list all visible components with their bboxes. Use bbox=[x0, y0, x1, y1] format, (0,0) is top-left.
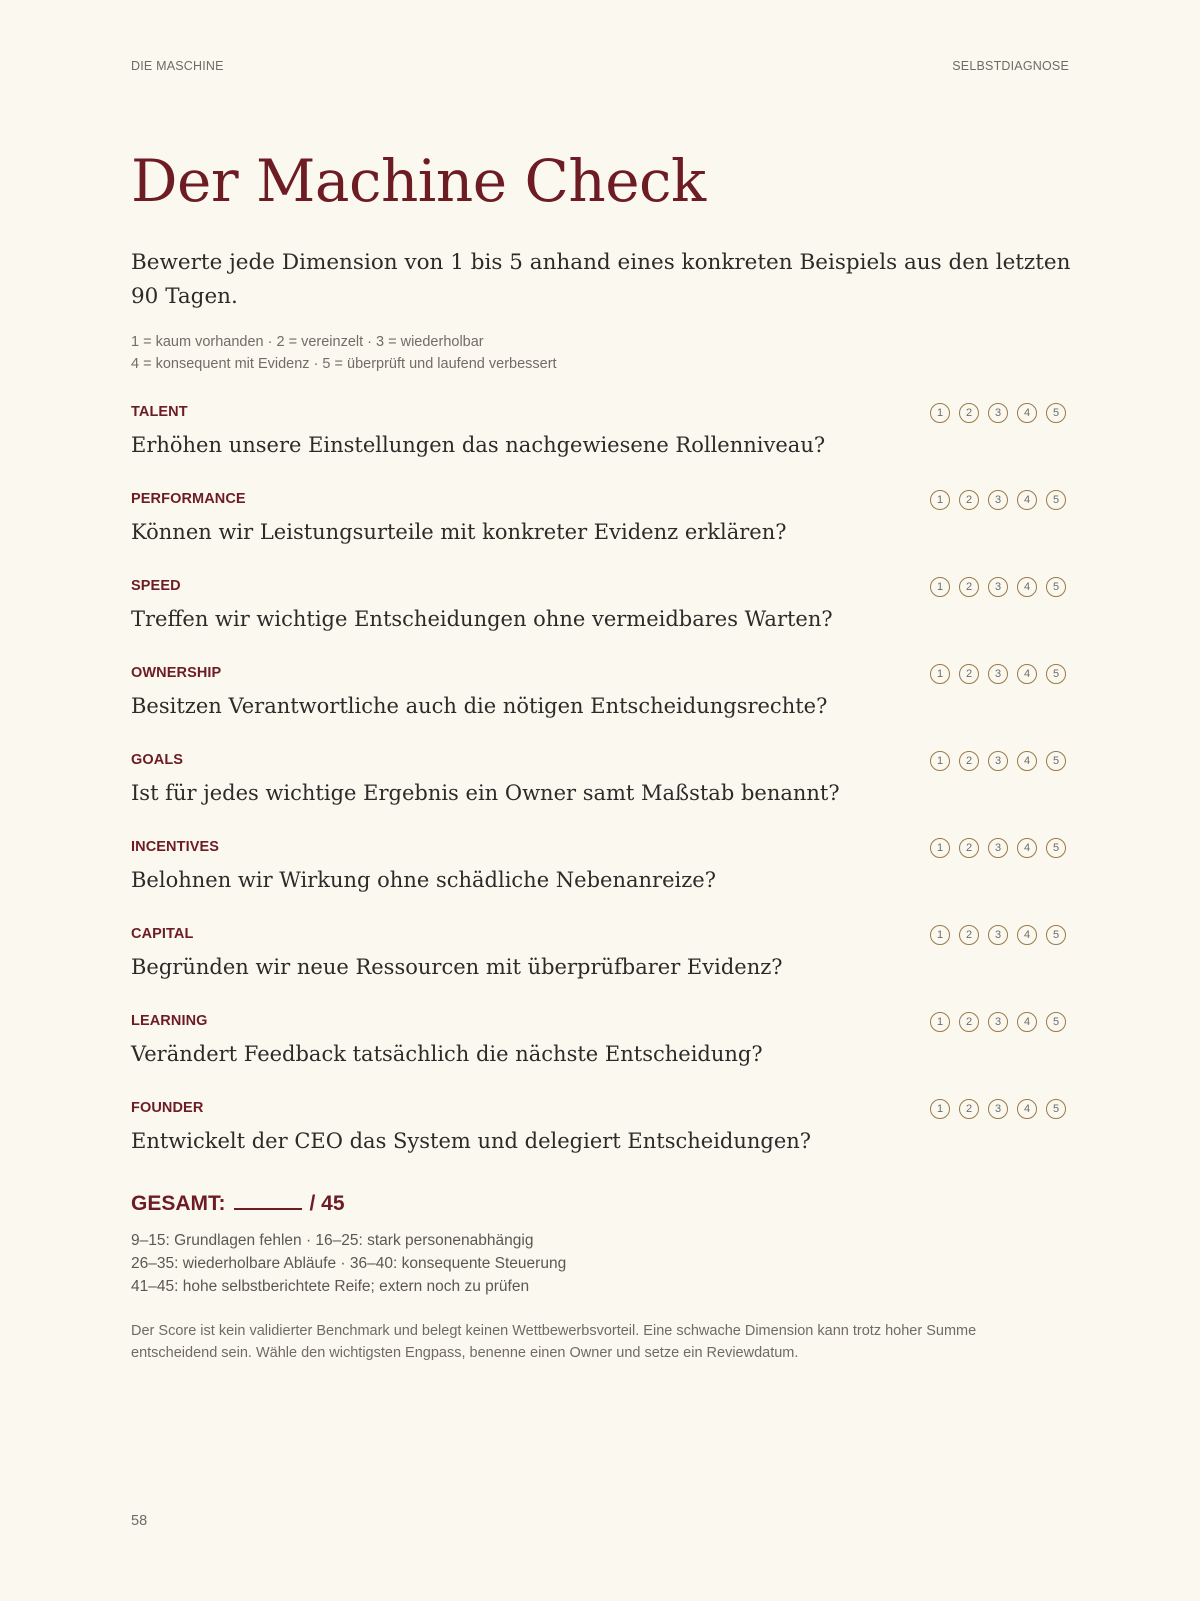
rating-option-5[interactable]: 5 bbox=[1046, 925, 1066, 945]
rating-scale bbox=[930, 403, 1066, 423]
rating-option-3[interactable]: 3 bbox=[988, 925, 1008, 945]
dimension-question: Begründen wir neue Ressourcen mit überprüfbarer Evidenz? bbox=[131, 955, 783, 979]
rating-option-5[interactable]: 5 bbox=[1046, 1012, 1066, 1032]
rating-option-1[interactable]: 1 bbox=[930, 1099, 950, 1119]
dimension-question: Erhöhen unsere Einstellungen das nachgewiesene Rollenniveau? bbox=[131, 433, 826, 457]
rating-scale bbox=[930, 490, 1066, 510]
rating-option-5[interactable]: 5 bbox=[1046, 751, 1066, 771]
total-score bbox=[131, 1190, 345, 1216]
rating-scale bbox=[930, 1099, 1066, 1119]
dimension-question: Entwickelt der CEO das System und delegiert Entscheidungen? bbox=[131, 1129, 812, 1153]
scale-legend-line: 4 = konsequent mit Evidenz · 5 = überprüft und laufend verbessert bbox=[131, 356, 557, 372]
rating-option-2[interactable]: 2 bbox=[959, 1099, 979, 1119]
dimension-label: FOUNDER bbox=[131, 1100, 204, 1116]
rating-option-5[interactable]: 5 bbox=[1046, 838, 1066, 858]
rating-option-3[interactable]: 3 bbox=[988, 1099, 1008, 1119]
rating-option-2[interactable]: 2 bbox=[959, 577, 979, 597]
rating-option-5[interactable]: 5 bbox=[1046, 577, 1066, 597]
rating-option-1[interactable]: 1 bbox=[930, 1012, 950, 1032]
dimension-question: Treffen wir wichtige Entscheidungen ohne vermeidbares Warten? bbox=[131, 607, 833, 631]
running-head-left: DIE MASCHINE bbox=[131, 59, 224, 73]
rating-option-3[interactable]: 3 bbox=[988, 664, 1008, 684]
rating-option-4[interactable]: 4 bbox=[1017, 925, 1037, 945]
rating-option-2[interactable]: 2 bbox=[959, 490, 979, 510]
rating-option-4[interactable]: 4 bbox=[1017, 838, 1037, 858]
rating-scale bbox=[930, 838, 1066, 858]
dimension-question: Können wir Leistungsurteile mit konkreter Evidenz erklären? bbox=[131, 520, 787, 544]
dimension-label: PERFORMANCE bbox=[131, 491, 246, 507]
rating-option-2[interactable]: 2 bbox=[959, 403, 979, 423]
dimension-label: CAPITAL bbox=[131, 926, 194, 942]
score-range-line: 26–35: wiederholbare Abläufe · 36–40: konsequente Steuerung bbox=[131, 1255, 567, 1272]
rating-scale bbox=[930, 664, 1066, 684]
score-ranges bbox=[131, 1229, 566, 1298]
rating-scale bbox=[930, 1012, 1066, 1032]
total-max: / 45 bbox=[309, 1192, 345, 1215]
rating-option-2[interactable]: 2 bbox=[959, 838, 979, 858]
rating-option-2[interactable]: 2 bbox=[959, 751, 979, 771]
dimension-row bbox=[131, 574, 1066, 661]
disclaimer-note: Der Score ist kein validierter Benchmark und belegt keinen Wettbewerbsvorteil. Eine schwache Dimension kann trotz hoher Summe entscheidend sein. Wähle den wichtigsten Engpass, benenne einen Owner und setze ein Reviewdatum. bbox=[131, 1323, 977, 1361]
dimension-row bbox=[131, 748, 1066, 835]
rating-option-5[interactable]: 5 bbox=[1046, 1099, 1066, 1119]
rating-option-4[interactable]: 4 bbox=[1017, 1099, 1037, 1119]
dimension-question: Belohnen wir Wirkung ohne schädliche Nebenanreize? bbox=[131, 868, 716, 892]
rating-option-3[interactable]: 3 bbox=[988, 838, 1008, 858]
dimension-label: SPEED bbox=[131, 578, 181, 594]
dimension-row bbox=[131, 1096, 1066, 1183]
dimension-label: OWNERSHIP bbox=[131, 665, 222, 681]
dimension-row bbox=[131, 661, 1066, 748]
rating-option-4[interactable]: 4 bbox=[1017, 751, 1037, 771]
rating-option-4[interactable]: 4 bbox=[1017, 1012, 1037, 1032]
rating-option-4[interactable]: 4 bbox=[1017, 577, 1037, 597]
dimension-question: Verändert Feedback tatsächlich die nächste Entscheidung? bbox=[131, 1042, 763, 1066]
dimension-row bbox=[131, 922, 1066, 1009]
rating-option-2[interactable]: 2 bbox=[959, 925, 979, 945]
rating-option-2[interactable]: 2 bbox=[959, 664, 979, 684]
rating-option-3[interactable]: 3 bbox=[988, 751, 1008, 771]
scale-legend bbox=[131, 331, 557, 375]
rating-option-4[interactable]: 4 bbox=[1017, 403, 1037, 423]
score-range-line: 41–45: hohe selbstberichtete Reife; extern noch zu prüfen bbox=[131, 1278, 530, 1295]
rating-option-1[interactable]: 1 bbox=[930, 490, 950, 510]
rating-option-1[interactable]: 1 bbox=[930, 925, 950, 945]
dimension-row bbox=[131, 487, 1066, 574]
rating-option-5[interactable]: 5 bbox=[1046, 403, 1066, 423]
rating-option-5[interactable]: 5 bbox=[1046, 490, 1066, 510]
rating-option-4[interactable]: 4 bbox=[1017, 490, 1037, 510]
page-number: 58 bbox=[131, 1513, 148, 1529]
rating-option-1[interactable]: 1 bbox=[930, 403, 950, 423]
dimension-label: TALENT bbox=[131, 404, 188, 420]
dimension-list bbox=[131, 400, 1066, 1183]
dimension-question: Besitzen Verantwortliche auch die nötigen Entscheidungsrechte? bbox=[131, 694, 828, 718]
rating-option-3[interactable]: 3 bbox=[988, 490, 1008, 510]
rating-option-1[interactable]: 1 bbox=[930, 577, 950, 597]
rating-option-2[interactable]: 2 bbox=[959, 1012, 979, 1032]
running-head-right: SELBSTDIAGNOSE bbox=[952, 59, 1069, 73]
dimension-label: LEARNING bbox=[131, 1013, 208, 1029]
total-label: GESAMT: bbox=[131, 1192, 226, 1215]
rating-option-3[interactable]: 3 bbox=[988, 1012, 1008, 1032]
dimension-label: GOALS bbox=[131, 752, 184, 768]
dimension-row bbox=[131, 835, 1066, 922]
intro-text: Bewerte jede Dimension von 1 bis 5 anhand eines konkreten Beispiels aus den letzten 90 Tagen. bbox=[131, 250, 1071, 309]
rating-option-1[interactable]: 1 bbox=[930, 838, 950, 858]
dimension-question: Ist für jedes wichtige Ergebnis ein Owner samt Maßstab benannt? bbox=[131, 781, 840, 805]
rating-option-1[interactable]: 1 bbox=[930, 751, 950, 771]
rating-scale bbox=[930, 925, 1066, 945]
rating-option-1[interactable]: 1 bbox=[930, 664, 950, 684]
rating-option-5[interactable]: 5 bbox=[1046, 664, 1066, 684]
rating-option-4[interactable]: 4 bbox=[1017, 664, 1037, 684]
score-range-line: 9–15: Grundlagen fehlen · 16–25: stark personenabhängig bbox=[131, 1232, 534, 1249]
rating-scale bbox=[930, 577, 1066, 597]
dimension-row bbox=[131, 400, 1066, 487]
rating-option-3[interactable]: 3 bbox=[988, 403, 1008, 423]
dimension-label: INCENTIVES bbox=[131, 839, 220, 855]
total-input-line[interactable] bbox=[234, 1190, 302, 1210]
dimension-row bbox=[131, 1009, 1066, 1096]
rating-scale bbox=[930, 751, 1066, 771]
scale-legend-line: 1 = kaum vorhanden · 2 = vereinzelt · 3 = wiederholbar bbox=[131, 334, 484, 350]
page-title: Der Machine Check bbox=[131, 147, 706, 215]
rating-option-3[interactable]: 3 bbox=[988, 577, 1008, 597]
